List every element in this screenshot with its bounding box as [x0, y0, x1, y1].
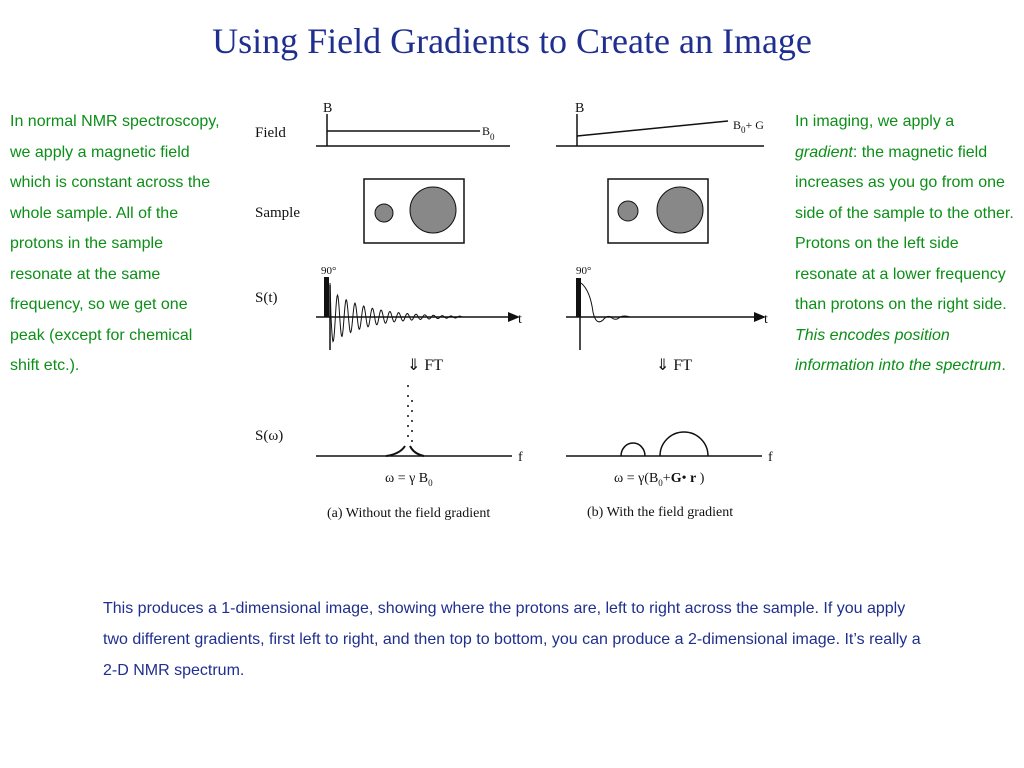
sample-box-b [608, 179, 708, 243]
ft-arrow-a: ⇓ FT [407, 357, 444, 374]
field-plot-a [316, 101, 510, 146]
pulse-label-b: 90° [576, 265, 592, 277]
right-text-gradient-word: gradient [795, 143, 853, 161]
caption-b: (b) With the field gradient [587, 505, 734, 520]
large-sample-circle-a [410, 187, 456, 233]
b0-sub-a: 0 [490, 132, 495, 142]
b0g-label-b: $B_0+ G$ [733, 118, 764, 135]
fid-plot-b [566, 265, 768, 350]
small-sample-circle-b [618, 201, 638, 221]
pulse-bar-b [576, 278, 581, 317]
pulse-bar-a [324, 277, 329, 317]
spectrum-b [566, 432, 773, 465]
sw-label: S(ω) [255, 428, 284, 444]
sample-label: Sample [255, 205, 300, 221]
t-label-a: t [518, 312, 522, 327]
spectrum-a [316, 385, 523, 465]
f-label-b: f [768, 450, 773, 465]
slide-title: Using Field Gradients to Create an Image [212, 21, 812, 61]
right-text-end: . [1001, 357, 1006, 374]
field-plot-b [556, 101, 764, 146]
field-label: Field [255, 125, 286, 141]
equation-b: $\omega = \gamma(B_0+G•$ r ) [614, 471, 705, 488]
fid-decay-a [330, 283, 462, 341]
fid-decay-b [581, 283, 630, 322]
b0-label-a: B [482, 124, 491, 138]
panel-b [556, 101, 773, 520]
t-label-b: t [764, 312, 768, 327]
f-label-a: f [518, 450, 523, 465]
bottom-summary-text: This produces a 1-dimensional image, showing where the protons are, left to right across the sample. If you apply two different gradients, first left to right, and then top to bottom, you can produce a 2-dimensional image. It’s really a 2-D NMR spectrum. [103, 600, 921, 679]
ft-arrow-b: ⇓ FT [656, 357, 693, 374]
right-text-part2: : the magnetic field increases as you go from one side of the sample to the other. Protons on the left side resonate at a lower frequency than protons on the right side. [795, 143, 1014, 313]
right-text-emphasis: This encodes position information into the spectrum [795, 326, 1002, 374]
caption-a: (a) Without the field gradient [327, 506, 491, 521]
small-sample-circle-a [375, 204, 393, 222]
pulse-label-a: 90° [321, 265, 337, 277]
small-peak-b [621, 443, 645, 456]
large-sample-circle-b [657, 187, 703, 233]
right-text-part1: In imaging, we apply a [795, 113, 955, 130]
fid-plot-a [316, 265, 522, 350]
left-explanation-text: In normal NMR spectroscopy, we apply a magnetic field which is constant across the whole sample. All of the protons in the sample resonate at the same frequency, so we get one peak (except for chemical shift etc.). [10, 113, 220, 374]
st-label: S(t) [255, 290, 278, 306]
b-axis-label-a: B [323, 101, 333, 116]
panel-a [316, 101, 523, 521]
gradient-field-line [577, 121, 728, 136]
equation-a: ω = γ $B_0$ [385, 471, 433, 488]
b-axis-label-b: B [575, 101, 585, 116]
large-peak-b [660, 432, 708, 456]
sample-box-a [364, 179, 464, 243]
